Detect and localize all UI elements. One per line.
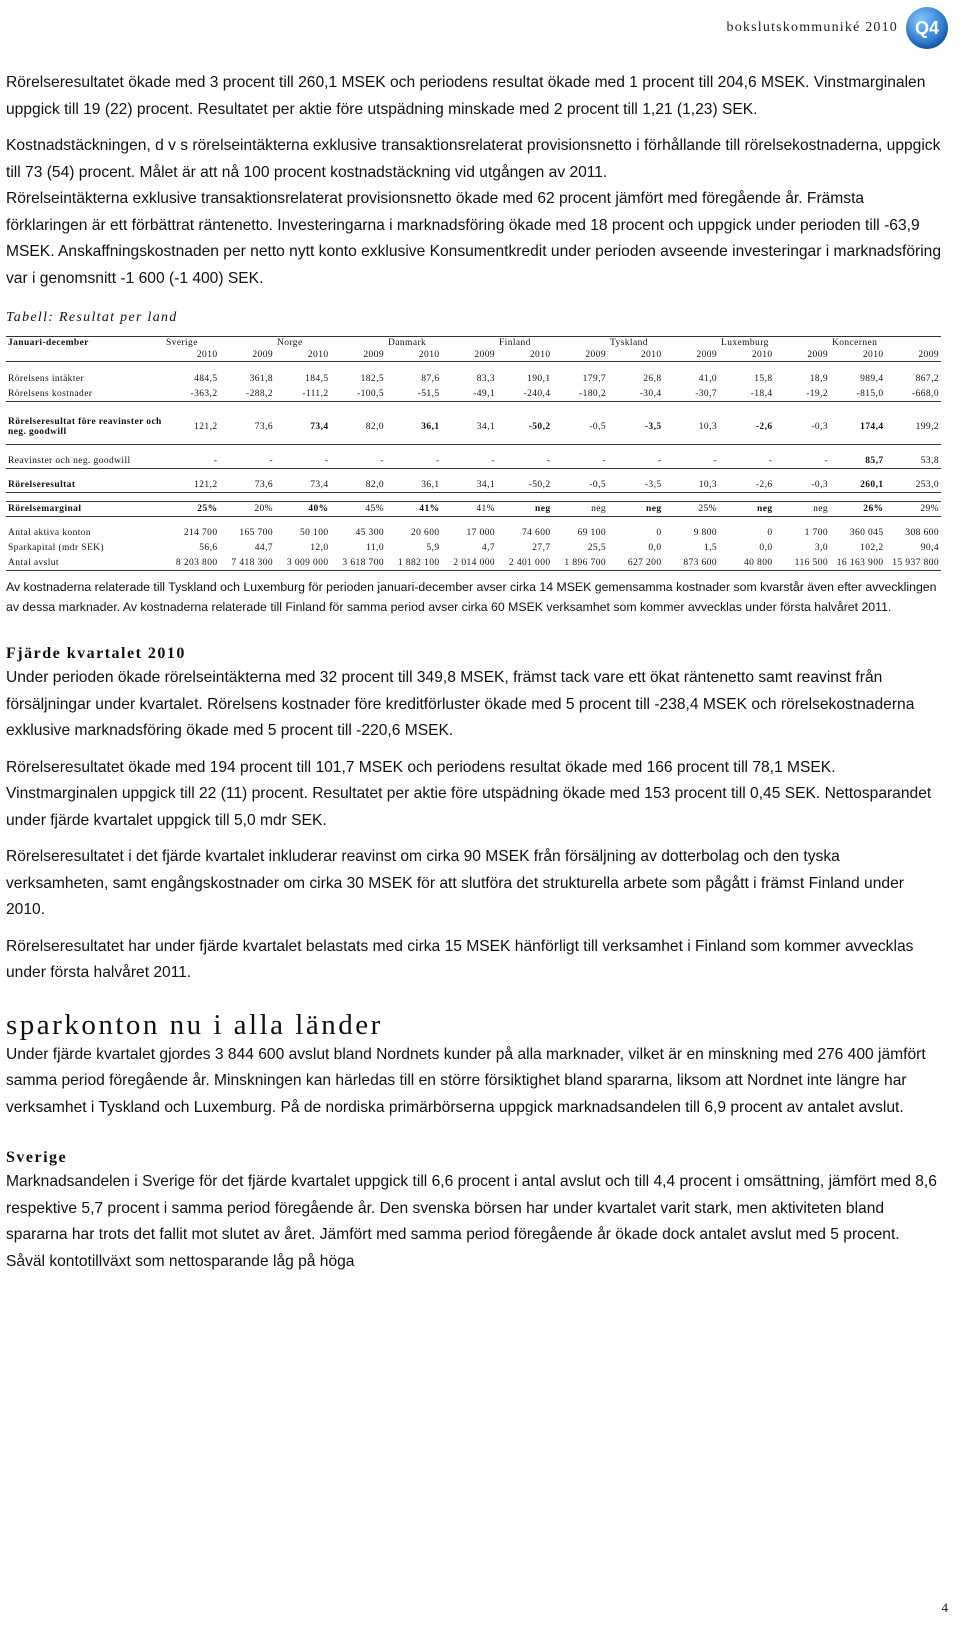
table-cell: 867,2	[915, 374, 939, 384]
table-cell: 12,0	[310, 543, 329, 553]
table-cell: 1 896 700	[564, 557, 606, 568]
table-cell: 484,5	[194, 374, 218, 384]
table-row	[6, 411, 941, 445]
year-header: 2009	[585, 350, 606, 360]
table-cell: -	[713, 455, 717, 466]
table-cell: 5,9	[426, 543, 440, 553]
country-header: Danmark	[388, 338, 427, 348]
row-label: Antal aktiva konton	[8, 528, 92, 538]
table-cell: 174,4	[860, 422, 884, 433]
table-cell: 56,6	[199, 543, 218, 553]
table-cell: 25,5	[587, 543, 606, 553]
table-cell: -51,5	[417, 388, 440, 399]
table-cell: neg	[646, 504, 662, 514]
table-cell: -	[269, 455, 273, 466]
year-header: 2010	[751, 350, 773, 360]
table-cell: -180,2	[579, 388, 606, 399]
table-cell: 50 100	[299, 528, 329, 538]
table-cell: 0,0	[648, 543, 662, 553]
year-header: 2010	[196, 350, 218, 360]
table-cell: -3,5	[644, 479, 662, 490]
table-cell: 7 418 300	[231, 557, 273, 568]
table-cell: -30,7	[695, 388, 717, 399]
table-cell: 3 009 000	[286, 557, 329, 568]
table-cell: -2,6	[755, 422, 773, 433]
table-cell: 85,7	[865, 455, 884, 466]
table-cell: -50,2	[528, 422, 551, 433]
table-cell: 25%	[698, 504, 717, 514]
table-cell: 73,4	[310, 479, 329, 490]
q4-logo-icon: Q4	[906, 7, 948, 49]
table-cell: 989,4	[860, 374, 884, 384]
table-cell: -	[546, 455, 551, 466]
sparkonton-heading: sparkonton nu i alla länder	[6, 1008, 383, 1041]
year-header: 2010	[529, 350, 551, 360]
table-cell: 199,2	[915, 422, 939, 433]
table-cell: 73,4	[310, 422, 329, 433]
table-cell: -30,4	[639, 388, 662, 399]
table-cell: 116 500	[794, 557, 828, 568]
table-cell: -3,5	[644, 422, 662, 433]
table-cell: 87,6	[421, 374, 440, 384]
table-cell: -0,5	[589, 422, 606, 433]
table-cell: -19,2	[806, 388, 828, 399]
table-cell: 45 300	[355, 528, 384, 538]
country-header: Sverige	[166, 338, 198, 348]
table-cell: 627 200	[627, 557, 662, 568]
table-cell: 90,4	[920, 543, 939, 553]
table-cell: 10,3	[698, 479, 717, 490]
table-cell: -	[435, 455, 440, 466]
table-cell: 29%	[920, 504, 939, 514]
results-by-country-table	[6, 336, 941, 571]
table-cell: 0	[767, 528, 773, 538]
intro-paragraph-1: Rörelseresultatet ökade med 3 procent till 260,1 MSEK och periodens resultat ökade med 1 procent till 204,6 MSEK. Vinstmarginalen uppgick till 19 (22) procent. Resultatet per aktie före utspädning minskade med 2 procent till 1,21 (1,23) SEK.	[6, 74, 926, 118]
table-cell: 0	[656, 528, 662, 538]
year-header: 2009	[363, 350, 384, 360]
year-header: 2009	[474, 350, 495, 360]
q4-heading: Fjärde kvartalet 2010	[6, 645, 186, 662]
row-label: Rörelsemarginal	[8, 504, 82, 514]
table-cell: 41%	[419, 504, 440, 514]
table-cell: 18,9	[809, 374, 828, 384]
intro-paragraph-2: Kostnadstäckningen, d v s rörelseintäkterna exklusive transaktionsrelaterat provisionsnetto i förhållande till rörelsekostnaderna, uppgick till 73 (54) procent. Målet är att nå 100 procent kostnadstäckning vid utgången av 2011.	[6, 137, 941, 181]
table-cell: 15 937 800	[892, 557, 939, 568]
table-cell: -	[768, 455, 773, 466]
table-cell: 17 000	[466, 528, 495, 538]
table-cell: 121,2	[194, 479, 218, 490]
table-cell: 1,5	[703, 543, 717, 553]
table-cell: -	[657, 455, 662, 466]
table-row	[6, 556, 941, 571]
intro-paragraph-3: Rörelseintäkterna exklusive transaktionsrelaterat provisionsnetto ökade med 62 procent jämfört med föregående år. Främsta förklaringen är ett förbättrat räntenetto. Investeringarna i marknadsföring ökade med 18 procent och uppgick under perioden till -63,9 MSEK. Anskaffningskostnaden per netto nytt konto exklusive Konsumentkredit under perioden avseende investeringar i marknadsföring var i genomsnitt -1 600 (-1 400) SEK.	[6, 190, 942, 287]
table-cell: 73,6	[254, 479, 273, 490]
table-cell: 15,8	[754, 374, 773, 384]
q4-paragraph-2: Rörelseresultatet ökade med 194 procent till 101,7 MSEK och periodens resultat ökade med 166 procent till 78,1 MSEK. Vinstmarginalen uppgick till 22 (11) procent. Resultatet per aktie före utspädning ökade med 153 procent till 0,45 SEK. Nettosparandet under fjärde kvartalet uppgick till 5,0 mdr SEK.	[6, 758, 932, 829]
row-label: Rörelseresultat	[8, 479, 76, 490]
table-cell: 3,0	[814, 543, 828, 553]
table-cell: -18,4	[750, 388, 773, 399]
row-label: Rörelsens intäkter	[8, 374, 85, 384]
row-label: Antal avslut	[8, 557, 59, 568]
table-cell: 27,7	[532, 543, 551, 553]
row-label: Sparkapital (mdr SEK)	[8, 543, 104, 553]
year-header: 2010	[418, 350, 440, 360]
table-cell: -2,6	[755, 479, 773, 490]
table-cell: 165 700	[239, 528, 273, 538]
table-cell: 182,5	[360, 374, 384, 384]
sparkonton-paragraph: Under fjärde kvartalet gjordes 3 844 600 avslut bland Nordnets kunder på alla marknader, vilket är en minskning med 276 400 jämfört samma period föregående år. Minskningen kan härledas till en större försiktighet bland spararna, liksom att Nordnet inte längre har verksamhet i Tyskland och Luxemburg. På de nordiska primärbörserna uppgick marknadsandelen till 6,9 procent av antalet avslut.	[6, 1045, 926, 1116]
table-row	[6, 372, 941, 387]
table-cell: 40%	[308, 504, 329, 514]
table-cell: 36,1	[421, 479, 440, 490]
country-header: Tyskland	[610, 338, 648, 348]
table-cell: 0,0	[759, 543, 773, 553]
table-cell: 82,0	[365, 422, 384, 433]
table-cell: 36,1	[421, 422, 440, 433]
table-cell: 53,8	[920, 455, 939, 466]
period-label: Januari-december	[8, 338, 89, 348]
year-header: 2009	[696, 350, 717, 360]
table-cell: 41%	[476, 504, 495, 514]
main-content	[6, 70, 941, 1275]
country-header: Luxemburg	[721, 338, 769, 348]
table-cell: 4,7	[481, 543, 495, 553]
table-cell: neg	[813, 504, 828, 514]
row-label: Reavinster och neg. goodwill	[8, 455, 131, 466]
table-cell: -50,2	[528, 479, 551, 490]
year-header: 2010	[640, 350, 662, 360]
table-cell: 253,0	[915, 479, 939, 490]
table-cell: 9 800	[693, 528, 717, 538]
table-cell: 82,0	[365, 479, 384, 490]
table-cell: 1 882 100	[397, 557, 440, 568]
page-header	[727, 8, 948, 48]
table-cell: 16 163 900	[836, 557, 884, 568]
table-cell: neg	[591, 504, 606, 514]
table-cell: 45%	[365, 504, 384, 514]
table-cell: 73,6	[254, 422, 273, 433]
year-header: 2009	[807, 350, 828, 360]
year-header: 2010	[862, 350, 884, 360]
table-cell: 20%	[254, 504, 273, 514]
table-cell: 260,1	[860, 479, 884, 490]
sverige-heading: Sverige	[6, 1149, 68, 1166]
table-cell: 10,3	[698, 422, 717, 433]
table-cell: -	[824, 455, 828, 466]
table-cell: 3 618 700	[342, 557, 384, 568]
table-cell: 25%	[197, 504, 218, 514]
table-cell: -363,2	[190, 388, 218, 399]
table-caption: Tabell: Resultat per land	[6, 310, 178, 325]
table-cell: 179,7	[582, 374, 606, 384]
table-cell: 40 800	[743, 557, 773, 568]
table-row	[6, 526, 941, 541]
q4-paragraph-4: Rörelseresultatet har under fjärde kvartalet belastats med cirka 15 MSEK hänförligt till verksamhet i Finland som kommer avvecklas under första halvåret 2011.	[6, 937, 914, 981]
table-header-countries	[6, 337, 941, 350]
table-cell: -100,5	[357, 388, 384, 399]
q4-paragraph-1: Under perioden ökade rörelseintäkterna med 32 procent till 349,8 MSEK, främst tack vare ett ökat räntenetto samt reavinst från försäljningar under kvartalet. Rörelsens kostnader före kreditförluster ökade med 5 procent till -238,4 MSEK och rörelsekostnaderna exklusive marknadsföring ökade med 5 procent till -220,6 MSEK.	[6, 669, 915, 739]
table-cell: -240,4	[523, 388, 551, 399]
table-cell: 69 100	[577, 528, 606, 538]
table-cell: 2 014 000	[453, 557, 495, 568]
table-cell: 190,1	[527, 374, 551, 384]
table-cell: 360 045	[849, 528, 884, 538]
row-label: Rörelseresultat före reavinster och neg. goodwill	[8, 417, 162, 438]
table-cell: 74 600	[521, 528, 551, 538]
page-number: 4	[941, 1600, 948, 1615]
table-cell: -0,3	[811, 479, 828, 490]
year-header: 2010	[307, 350, 329, 360]
table-cell: 83,3	[476, 374, 495, 384]
table-cell: -815,0	[856, 388, 884, 399]
table-cell: 1 700	[804, 528, 828, 538]
table-cell: 41,0	[698, 374, 717, 384]
table-cell: 308 600	[905, 528, 939, 538]
table-header-years	[6, 349, 941, 362]
report-title: bokslutskommuniké 2010	[726, 20, 898, 35]
table-cell: -	[602, 455, 606, 466]
table-cell: 121,2	[194, 422, 218, 433]
table-cell: 8 203 800	[175, 557, 218, 568]
table-cell: 44,7	[254, 543, 273, 553]
table-row	[6, 454, 941, 469]
table-cell: 214 700	[183, 528, 218, 538]
table-cell: 34,1	[476, 479, 495, 490]
table-row	[6, 478, 941, 493]
table-cell: -	[380, 455, 384, 466]
table-cell: -111,2	[302, 388, 329, 399]
table-cell: 102,2	[860, 543, 884, 553]
table-cell: 20 600	[410, 528, 440, 538]
table-footnote: Av kostnaderna relaterade till Tyskland och Luxemburg för perioden januari-december avser cirka 14 MSEK gemensamma kostnader som kvarstår även efter avvecklingen av dessa marknader. Av kostnaderna relaterade till Finland för samma period avser cirka 60 MSEK verksamhet som kommer avvecklas under första halvåret 2011.	[6, 580, 937, 614]
table-row	[6, 502, 941, 517]
table-cell: 11,0	[366, 543, 384, 553]
table-cell: -0,3	[811, 422, 828, 433]
table-cell: -288,2	[246, 388, 273, 399]
table-cell: -	[213, 455, 218, 466]
table-cell: -	[491, 455, 495, 466]
table-cell: 361,8	[249, 374, 273, 384]
table-cell: 2 401 000	[508, 557, 551, 568]
table-cell: 873 600	[683, 557, 717, 568]
country-header: Norge	[277, 338, 303, 348]
table-cell: neg	[535, 504, 551, 514]
table-row	[6, 387, 941, 402]
sverige-paragraph: Marknadsandelen i Sverige för det fjärde kvartalet uppgick till 6,6 procent i antal avslut och till 4,4 procent i omsättning, jämfört med 8,6 respektive 5,7 procent i samma period föregående år. Den svenska börsen har under kvartalet varit stark, men aktiviteten bland spararna har trots det fallit mot slutet av året. Jämfört med samma period föregående år ökade dock antalet avslut med 5 procent. Såväl kontotillväxt som nettosparande låg på höga	[6, 1173, 937, 1270]
year-header: 2009	[918, 350, 939, 360]
country-header: Koncernen	[832, 338, 878, 348]
table-cell: -49,1	[473, 388, 495, 399]
table-cell: -	[324, 455, 329, 466]
year-header: 2009	[252, 350, 273, 360]
table-cell: -668,0	[912, 388, 939, 399]
table-row	[6, 541, 941, 556]
row-label: Rörelsens kostnader	[8, 388, 93, 399]
table-cell: neg	[757, 504, 773, 514]
table-cell: 26%	[863, 504, 884, 514]
country-header: Finland	[499, 338, 531, 348]
table-cell: -0,5	[589, 479, 606, 490]
q4-paragraph-3: Rörelseresultatet i det fjärde kvartalet inkluderar reavinst om cirka 90 MSEK från försäljning av dotterbolag och den tyska verksamheten, samt engångskostnader om cirka 30 MSEK för att slutföra det strukturella arbete som pågått i främst Finland under 2010.	[6, 848, 904, 918]
table-cell: 26,8	[643, 374, 662, 384]
table-cell: 34,1	[476, 422, 495, 433]
table-cell: 184,5	[305, 374, 329, 384]
